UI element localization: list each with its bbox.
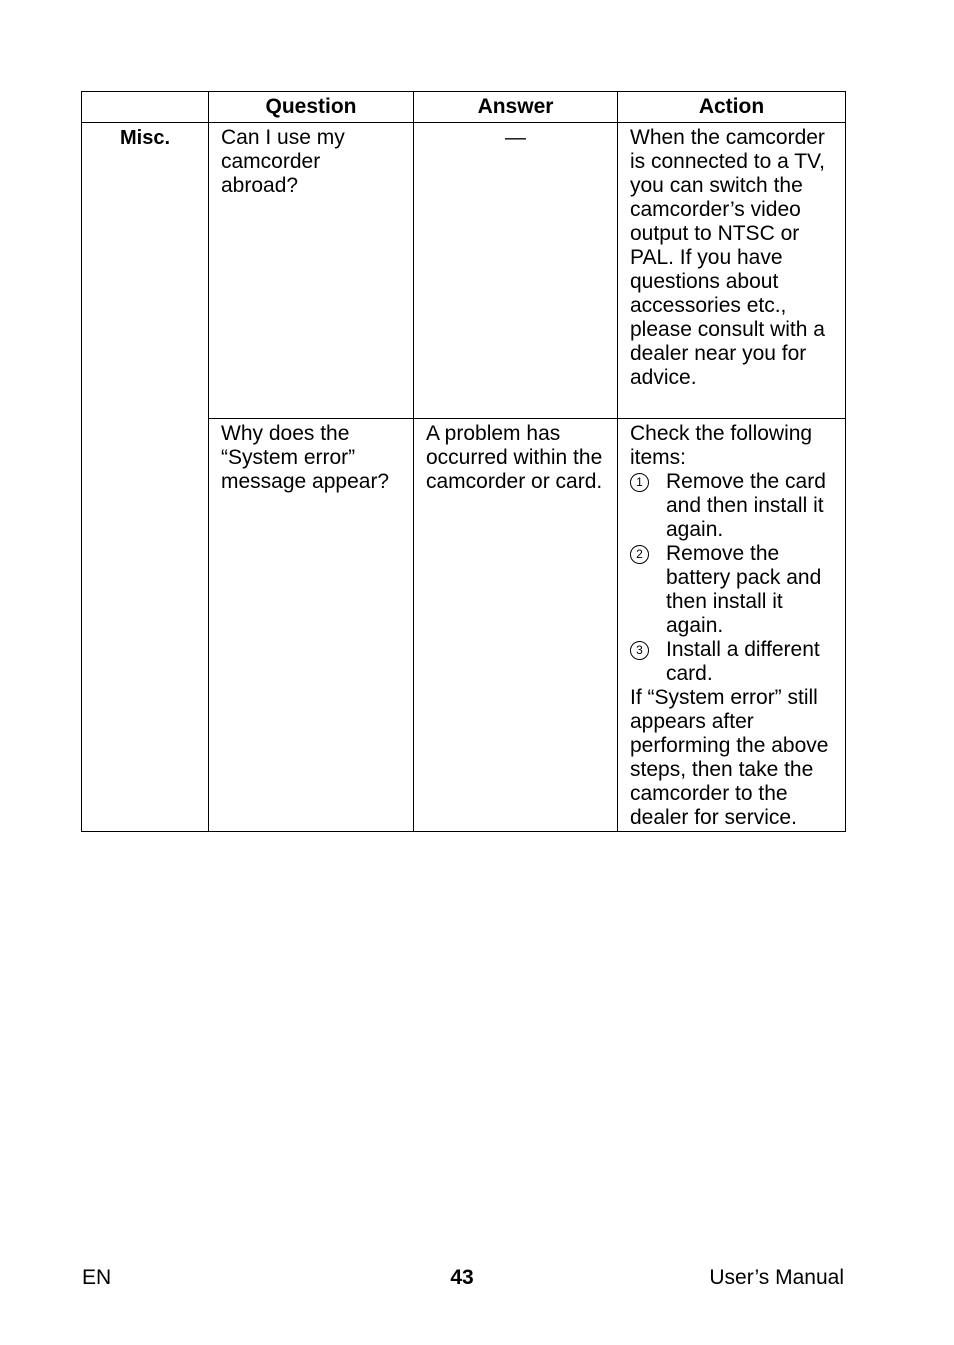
footer-language: EN bbox=[82, 1266, 112, 1289]
header-category bbox=[82, 92, 209, 123]
page-number: 43 bbox=[450, 1266, 474, 1289]
circled-number-icon: 1 bbox=[630, 473, 649, 492]
step-text: Install a different card. bbox=[666, 638, 820, 685]
step-text: Remove the card and then install it again. bbox=[666, 470, 826, 541]
steps-list bbox=[630, 470, 833, 686]
footer-manual-title: User’s Manual bbox=[709, 1266, 844, 1289]
action-outro: If “System error” still appears after performing the above steps, then take the camcorder to the dealer for service. bbox=[630, 686, 829, 829]
action-cell: When the camcorder is connected to a TV, you can switch the camcorder’s video output to NTSC or PAL. If you have questions about accessories etc., please consult with a dealer near you for advice. bbox=[618, 123, 846, 419]
category-cell: Misc. bbox=[82, 123, 209, 832]
action-intro: Check the following items: bbox=[630, 422, 813, 469]
header-action: Action bbox=[618, 92, 846, 123]
faq-table bbox=[81, 91, 846, 832]
list-item bbox=[630, 638, 833, 686]
action-cell bbox=[618, 419, 846, 832]
header-question: Question bbox=[209, 92, 414, 123]
question-cell: Can I use my camcorder abroad? bbox=[209, 123, 414, 419]
answer-cell: — bbox=[414, 123, 618, 419]
table-row bbox=[82, 123, 846, 419]
list-item bbox=[630, 542, 833, 638]
answer-cell: A problem has occurred within the camcorder or card. bbox=[414, 419, 618, 832]
step-text: Remove the battery pack and then install it again. bbox=[666, 542, 822, 637]
header-answer: Answer bbox=[414, 92, 618, 123]
list-item bbox=[630, 470, 833, 542]
table-header-row bbox=[82, 92, 846, 123]
question-cell: Why does the “System error” message appear? bbox=[209, 419, 414, 832]
circled-number-icon: 3 bbox=[630, 641, 649, 660]
circled-number-icon: 2 bbox=[630, 545, 649, 564]
